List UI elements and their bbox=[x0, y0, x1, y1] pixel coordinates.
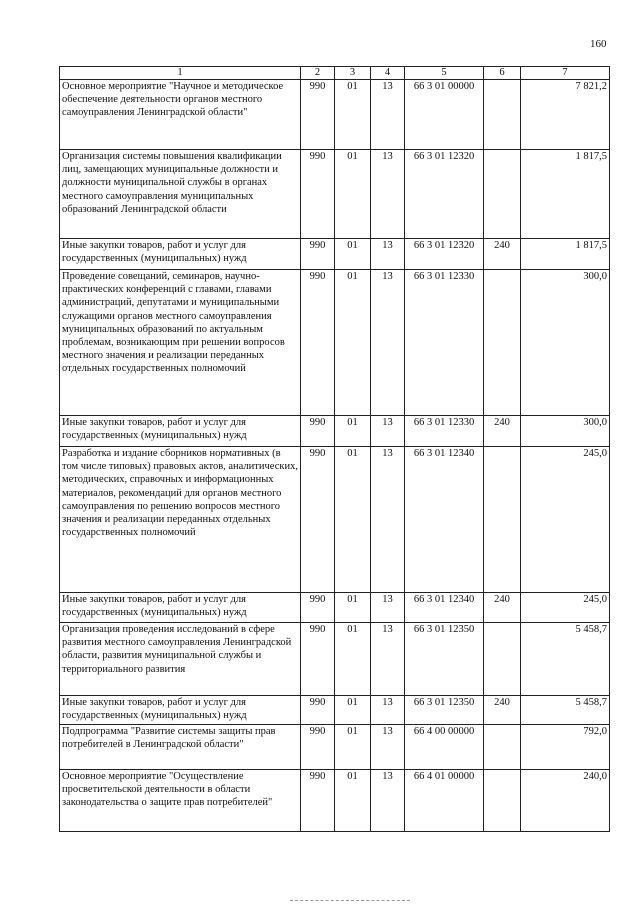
col-header-2: 2 bbox=[301, 67, 335, 80]
row-ministry-code: 990 bbox=[301, 270, 335, 416]
row-subsection-code: 13 bbox=[371, 696, 405, 725]
row-name: Иные закупки товаров, работ и услуг для государственных (муниципальных) нужд bbox=[60, 239, 301, 270]
row-expense-type bbox=[484, 270, 521, 416]
row-ministry-code: 990 bbox=[301, 416, 335, 447]
row-amount: 1 817,5 bbox=[521, 150, 610, 239]
row-name: Организация системы повышения квалификации лиц, замещающих муниципальные должности и должности муниципальной службы в органах местного самоуправления муниципальных образований Ленинградской области bbox=[60, 150, 301, 239]
table-row bbox=[60, 725, 610, 770]
row-expense-type: 240 bbox=[484, 593, 521, 623]
row-amount: 300,0 bbox=[521, 270, 610, 416]
table-row bbox=[60, 150, 610, 239]
row-amount: 245,0 bbox=[521, 593, 610, 623]
table-row bbox=[60, 270, 610, 416]
row-target-code: 66 3 01 12350 bbox=[405, 696, 484, 725]
row-ministry-code: 990 bbox=[301, 623, 335, 696]
budget-table bbox=[59, 66, 610, 832]
row-subsection-code: 13 bbox=[371, 770, 405, 832]
col-header-3: 3 bbox=[335, 67, 371, 80]
row-section-code: 01 bbox=[335, 416, 371, 447]
row-amount: 7 821,2 bbox=[521, 80, 610, 150]
table-row bbox=[60, 416, 610, 447]
row-ministry-code: 990 bbox=[301, 447, 335, 593]
row-section-code: 01 bbox=[335, 593, 371, 623]
row-section-code: 01 bbox=[335, 239, 371, 270]
col-header-5: 5 bbox=[405, 67, 484, 80]
row-section-code: 01 bbox=[335, 80, 371, 150]
row-section-code: 01 bbox=[335, 270, 371, 416]
row-name: Основное мероприятие "Научное и методическое обеспечение деятельности органов местного самоуправления Ленинградской области" bbox=[60, 80, 301, 150]
col-header-7: 7 bbox=[521, 67, 610, 80]
col-header-1: 1 bbox=[60, 67, 301, 80]
table-row bbox=[60, 239, 610, 270]
row-target-code: 66 4 01 00000 bbox=[405, 770, 484, 832]
row-expense-type bbox=[484, 623, 521, 696]
row-name: Организация проведения исследований в сфере развития местного самоуправления Ленинградской области, развития муниципальной службы и территориального развития bbox=[60, 623, 301, 696]
row-expense-type bbox=[484, 447, 521, 593]
row-subsection-code: 13 bbox=[371, 623, 405, 696]
row-subsection-code: 13 bbox=[371, 416, 405, 447]
row-expense-type: 240 bbox=[484, 239, 521, 270]
row-subsection-code: 13 bbox=[371, 80, 405, 150]
row-name: Иные закупки товаров, работ и услуг для государственных (муниципальных) нужд bbox=[60, 416, 301, 447]
row-ministry-code: 990 bbox=[301, 239, 335, 270]
col-header-6: 6 bbox=[484, 67, 521, 80]
row-name: Подпрограмма "Развитие системы защиты прав потребителей в Ленинградской области" bbox=[60, 725, 301, 770]
row-section-code: 01 bbox=[335, 150, 371, 239]
row-expense-type: 240 bbox=[484, 696, 521, 725]
row-subsection-code: 13 bbox=[371, 725, 405, 770]
row-amount: 300,0 bbox=[521, 416, 610, 447]
row-amount: 5 458,7 bbox=[521, 623, 610, 696]
row-section-code: 01 bbox=[335, 447, 371, 593]
row-target-code: 66 3 01 12330 bbox=[405, 416, 484, 447]
row-expense-type bbox=[484, 770, 521, 832]
row-subsection-code: 13 bbox=[371, 593, 405, 623]
page-number: 160 bbox=[590, 38, 607, 50]
row-expense-type: 240 bbox=[484, 416, 521, 447]
row-expense-type bbox=[484, 725, 521, 770]
row-target-code: 66 3 01 12340 bbox=[405, 593, 484, 623]
row-target-code: 66 3 01 12330 bbox=[405, 270, 484, 416]
row-expense-type bbox=[484, 150, 521, 239]
row-target-code: 66 4 00 00000 bbox=[405, 725, 484, 770]
row-amount: 792,0 bbox=[521, 725, 610, 770]
row-name: Иные закупки товаров, работ и услуг для государственных (муниципальных) нужд bbox=[60, 593, 301, 623]
table-row bbox=[60, 770, 610, 832]
row-subsection-code: 13 bbox=[371, 150, 405, 239]
row-ministry-code: 990 bbox=[301, 725, 335, 770]
row-name: Основное мероприятие "Осуществление просветительской деятельности в области законодательства о защите прав потребителей" bbox=[60, 770, 301, 832]
row-section-code: 01 bbox=[335, 725, 371, 770]
row-amount: 245,0 bbox=[521, 447, 610, 593]
row-amount: 5 458,7 bbox=[521, 696, 610, 725]
row-subsection-code: 13 bbox=[371, 447, 405, 593]
scan-edge-mark bbox=[290, 900, 410, 901]
table-row bbox=[60, 696, 610, 725]
row-section-code: 01 bbox=[335, 770, 371, 832]
row-ministry-code: 990 bbox=[301, 80, 335, 150]
row-expense-type bbox=[484, 80, 521, 150]
row-target-code: 66 3 01 00000 bbox=[405, 80, 484, 150]
row-target-code: 66 3 01 12340 bbox=[405, 447, 484, 593]
header-row bbox=[60, 67, 610, 80]
table-row bbox=[60, 593, 610, 623]
row-ministry-code: 990 bbox=[301, 593, 335, 623]
row-ministry-code: 990 bbox=[301, 770, 335, 832]
table-row bbox=[60, 447, 610, 593]
row-ministry-code: 990 bbox=[301, 150, 335, 239]
row-name: Разработка и издание сборников нормативных (в том числе типовых) правовых актов, аналитических, методических, справочных и информационных материалов, рекомендаций для органов местного самоуправления по решению вопросов местного значения и реализации переданных отдельных государственных полномочий bbox=[60, 447, 301, 593]
row-amount: 240,0 bbox=[521, 770, 610, 832]
row-amount: 1 817,5 bbox=[521, 239, 610, 270]
row-target-code: 66 3 01 12350 bbox=[405, 623, 484, 696]
col-header-4: 4 bbox=[371, 67, 405, 80]
row-target-code: 66 3 01 12320 bbox=[405, 239, 484, 270]
row-ministry-code: 990 bbox=[301, 696, 335, 725]
table-row bbox=[60, 623, 610, 696]
row-subsection-code: 13 bbox=[371, 270, 405, 416]
table-row bbox=[60, 80, 610, 150]
row-section-code: 01 bbox=[335, 696, 371, 725]
row-subsection-code: 13 bbox=[371, 239, 405, 270]
row-target-code: 66 3 01 12320 bbox=[405, 150, 484, 239]
row-name: Проведение совещаний, семинаров, научно-практических конференций с главами, главами администраций, депутатами и муниципальными служащими органов местного самоуправления муниципальных образований по актуальным проблемам, возникающим при решении вопросов местного значения и реализации переданных отдельных государственных полномочий bbox=[60, 270, 301, 416]
row-section-code: 01 bbox=[335, 623, 371, 696]
row-name: Иные закупки товаров, работ и услуг для государственных (муниципальных) нужд bbox=[60, 696, 301, 725]
